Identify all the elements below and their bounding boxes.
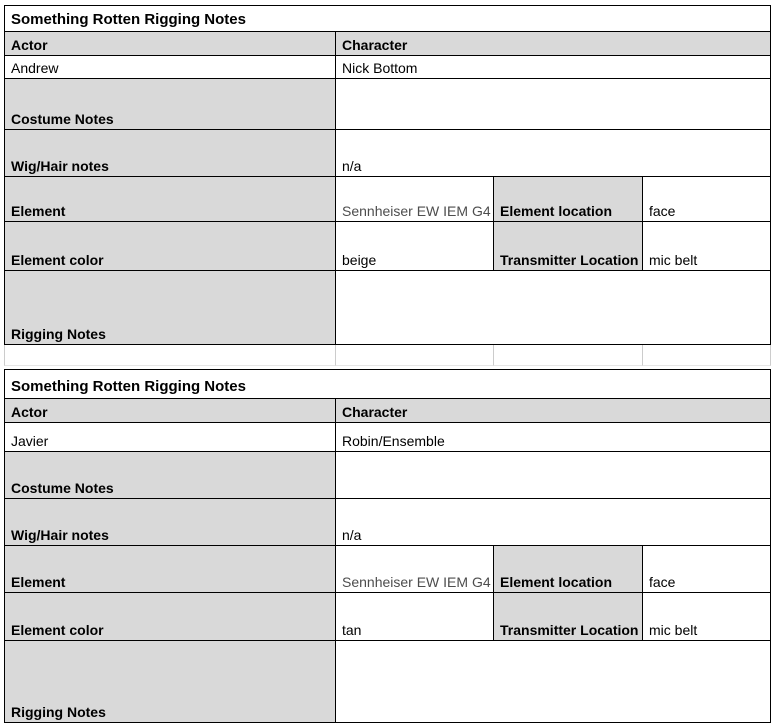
- actor-header: Actor: [4, 31, 336, 56]
- wig-hair-notes-label: Wig/Hair notes: [4, 498, 336, 546]
- character-value[interactable]: Robin/Ensemble: [335, 422, 771, 452]
- transmitter-location-value[interactable]: mic belt: [642, 592, 771, 641]
- transmitter-location-label: Transmitter Location: [493, 592, 643, 641]
- transmitter-location-value[interactable]: mic belt: [642, 221, 771, 271]
- element-color-value[interactable]: tan: [335, 592, 494, 641]
- actor-value[interactable]: Javier: [4, 422, 336, 452]
- element-label: Element: [4, 176, 336, 222]
- spacer-cell: [335, 345, 494, 366]
- actor-value[interactable]: Andrew: [4, 55, 336, 79]
- spacer-cell: [642, 345, 771, 366]
- element-color-label: Element color: [4, 221, 336, 271]
- spacer-cell: [493, 345, 643, 366]
- rigging-notes-label: Rigging Notes: [4, 270, 336, 345]
- wig-hair-notes-value[interactable]: n/a: [335, 129, 771, 177]
- character-value[interactable]: Nick Bottom: [335, 55, 771, 79]
- element-value[interactable]: Sennheiser EW IEM G4: [335, 176, 494, 222]
- wig-hair-notes-value[interactable]: n/a: [335, 498, 771, 546]
- rigging-notes-label: Rigging Notes: [4, 640, 336, 723]
- element-label: Element: [4, 545, 336, 593]
- wig-hair-notes-label: Wig/Hair notes: [4, 129, 336, 177]
- character-header: Character: [335, 398, 771, 423]
- element-location-value[interactable]: face: [642, 545, 771, 593]
- spacer-cell: [4, 345, 336, 366]
- rigging-notes-value[interactable]: [335, 640, 771, 723]
- actor-header: Actor: [4, 398, 336, 423]
- costume-notes-label: Costume Notes: [4, 451, 336, 499]
- character-header: Character: [335, 31, 771, 56]
- element-location-label: Element location: [493, 545, 643, 593]
- block-title: Something Rotten Rigging Notes: [4, 5, 771, 32]
- rigging-notes-value[interactable]: [335, 270, 771, 345]
- element-value[interactable]: Sennheiser EW IEM G4: [335, 545, 494, 593]
- element-color-label: Element color: [4, 592, 336, 641]
- block-title: Something Rotten Rigging Notes: [4, 369, 771, 399]
- element-location-label: Element location: [493, 176, 643, 222]
- transmitter-location-label: Transmitter Location: [493, 221, 643, 271]
- costume-notes-label: Costume Notes: [4, 78, 336, 130]
- element-location-value[interactable]: face: [642, 176, 771, 222]
- costume-notes-value[interactable]: [335, 78, 771, 130]
- costume-notes-value[interactable]: [335, 451, 771, 499]
- element-color-value[interactable]: beige: [335, 221, 494, 271]
